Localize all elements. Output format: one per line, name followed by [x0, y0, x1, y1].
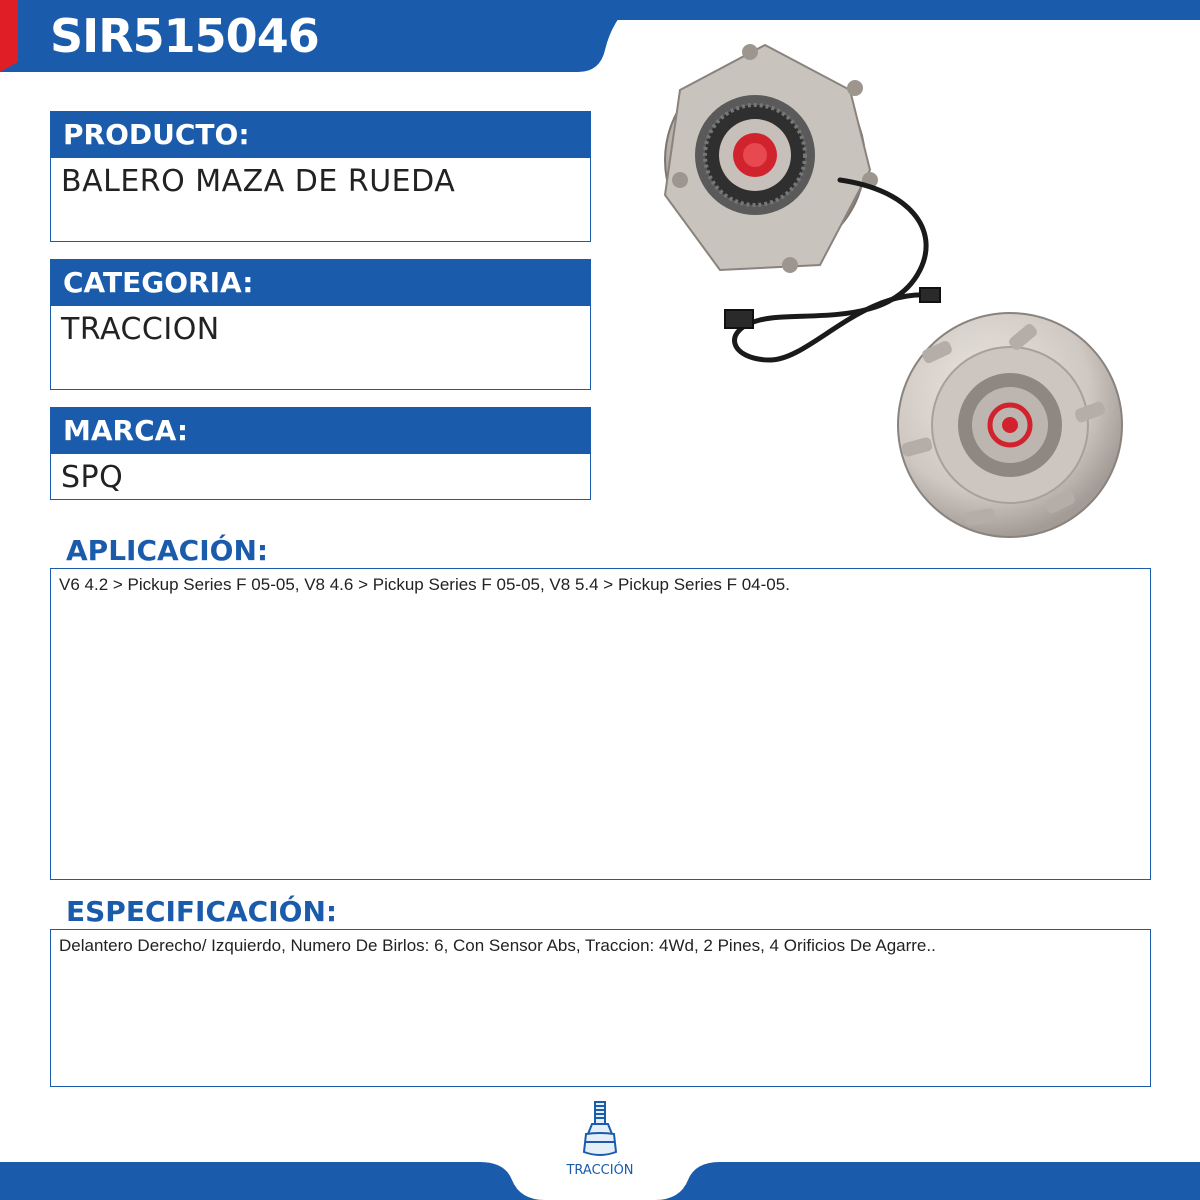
product-sku-title: SIR515046: [50, 9, 319, 63]
especificacion-text: Delantero Derecho/ Izquierdo, Numero De Birlos: 6, Con Sensor Abs, Traccion: 4Wd, 2 Pines, 4 Orificios De Agarre..: [59, 936, 936, 955]
producto-value: BALERO MAZA DE RUEDA: [61, 164, 456, 199]
categoria-value: TRACCION: [61, 312, 220, 347]
marca-label: MARCA:: [51, 408, 590, 454]
producto-label: PRODUCTO:: [51, 112, 590, 158]
footer-label: TRACCIÓN: [566, 1163, 634, 1178]
aplicacion-title: APLICACIÓN:: [66, 534, 269, 567]
marca-panel: [50, 407, 591, 500]
hub-back: [665, 44, 878, 273]
aplicacion-text: V6 4.2 > Pickup Series F 05-05, V8 4.6 > Pickup Series F 05-05, V8 5.4 > Pickup Series F 04-05.: [59, 575, 790, 594]
cv-joint-icon: [584, 1102, 616, 1155]
footer-band: [0, 1080, 1200, 1200]
categoria-panel: [50, 259, 591, 390]
especificacion-title: ESPECIFICACIÓN:: [66, 895, 338, 928]
product-image: [640, 30, 1140, 550]
especificacion-box: [50, 929, 1151, 1087]
categoria-label: CATEGORIA:: [51, 260, 590, 306]
hub-front: [898, 313, 1122, 537]
producto-panel: [50, 111, 591, 242]
marca-value: SPQ: [61, 460, 124, 495]
aplicacion-box: [50, 568, 1151, 880]
